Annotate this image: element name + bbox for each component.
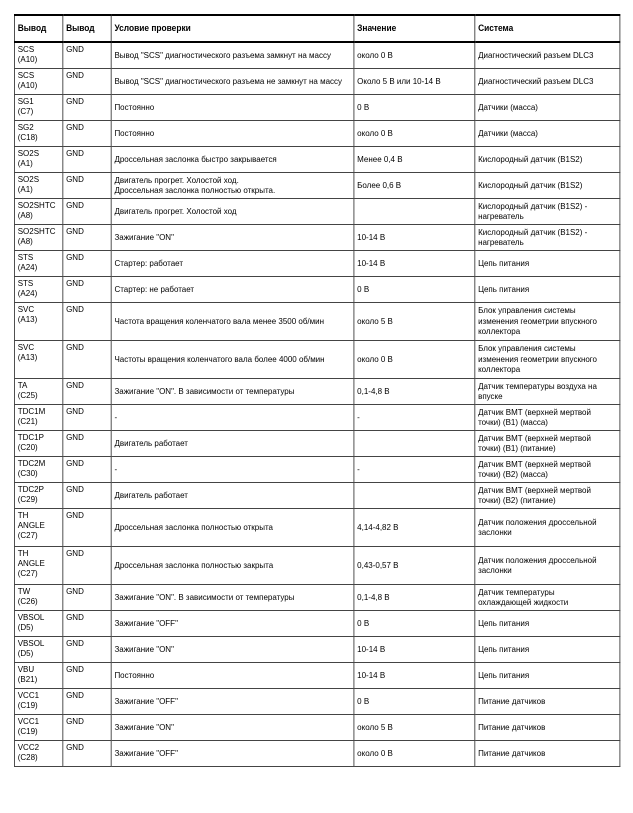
header-row — [14, 15, 619, 42]
value-cell: - — [354, 456, 475, 482]
condition-cell: Частоты вращения коленчатого вала более 4000 об/мин — [111, 340, 354, 378]
condition-cell: Зажигание "ON". В зависимости от температуры — [111, 584, 354, 610]
value-cell: около 0 В — [354, 340, 475, 378]
table-row — [14, 146, 619, 172]
system-cell: Питание датчиков — [475, 740, 620, 766]
ground-cell: GND — [63, 120, 111, 146]
system-cell: Датчик положения дроссельной заслонки — [475, 546, 620, 584]
ground-cell: GND — [63, 662, 111, 688]
header-pin: Вывод — [14, 15, 62, 42]
system-cell: Датчик температуры охлаждающей жидкости — [475, 584, 620, 610]
table-body — [14, 42, 619, 766]
pin-cell: VBSOL (D5) — [14, 636, 62, 662]
table-row — [14, 714, 619, 740]
header-condition: Условие проверки — [111, 15, 354, 42]
table-row — [14, 430, 619, 456]
system-cell: Цепь питания — [475, 610, 620, 636]
pin-cell: TA (C25) — [14, 378, 62, 404]
condition-cell: Дроссельная заслонка полностью открыта — [111, 508, 354, 546]
value-cell: Менее 0,4 В — [354, 146, 475, 172]
value-cell: 10-14 В — [354, 224, 475, 250]
pin-cell: SO2SHTC (A8) — [14, 224, 62, 250]
system-cell: Диагностический разъем DLC3 — [475, 42, 620, 68]
ground-cell: GND — [63, 714, 111, 740]
pin-cell: VCC1 (C19) — [14, 714, 62, 740]
condition-cell: Стартер: работает — [111, 250, 354, 276]
ground-cell: GND — [63, 546, 111, 584]
value-cell: Более 0,6 В — [354, 172, 475, 198]
ground-cell: GND — [63, 482, 111, 508]
header-ground: Вывод — [63, 15, 111, 42]
ground-cell: GND — [63, 68, 111, 94]
pin-cell: SG1 (C7) — [14, 94, 62, 120]
pin-cell: SO2SHTC (A8) — [14, 198, 62, 224]
system-cell: Датчик температуры воздуха на впуске — [475, 378, 620, 404]
table-row — [14, 662, 619, 688]
pin-cell: STS (A24) — [14, 250, 62, 276]
system-cell: Блок управления системы изменения геометрии впускного коллектора — [475, 302, 620, 340]
pin-cell: TH ANGLE (C27) — [14, 546, 62, 584]
system-cell: Кислородный датчик (B1S2) - нагреватель — [475, 198, 620, 224]
table-row — [14, 404, 619, 430]
condition-cell: Двигатель прогрет. Холостой ход. Дроссельная заслонка полностью открыта. — [111, 172, 354, 198]
table-row — [14, 198, 619, 224]
ground-cell: GND — [63, 172, 111, 198]
pin-cell: TDC2M (C30) — [14, 456, 62, 482]
system-cell: Датчик ВМТ (верхней мертвой точки) (B2) (масса) — [475, 456, 620, 482]
table-row — [14, 610, 619, 636]
pin-cell: VCC2 (C28) — [14, 740, 62, 766]
table-row — [14, 456, 619, 482]
condition-cell: Зажигание "ON" — [111, 224, 354, 250]
condition-cell: Частота вращения коленчатого вала менее 3500 об/мин — [111, 302, 354, 340]
pin-cell: TDC2P (C29) — [14, 482, 62, 508]
system-cell: Датчик ВМТ (верхней мертвой точки) (B1) (масса) — [475, 404, 620, 430]
table-row — [14, 42, 619, 68]
system-cell: Питание датчиков — [475, 714, 620, 740]
table-row — [14, 378, 619, 404]
pin-cell: SO2S (A1) — [14, 146, 62, 172]
ground-cell: GND — [63, 636, 111, 662]
system-cell: Кислородный датчик (B1S2) — [475, 172, 620, 198]
condition-cell: Вывод "SCS" диагностического разъема не замкнут на массу — [111, 68, 354, 94]
value-cell — [354, 430, 475, 456]
ground-cell: GND — [63, 430, 111, 456]
condition-cell: Постоянно — [111, 94, 354, 120]
pin-cell: SCS (A10) — [14, 68, 62, 94]
condition-cell: Зажигание "ON" — [111, 636, 354, 662]
table-row — [14, 340, 619, 378]
value-cell: Около 5 В или 10-14 В — [354, 68, 475, 94]
header-system: Система — [475, 15, 620, 42]
value-cell: 0,43-0,57 В — [354, 546, 475, 584]
value-cell: около 5 В — [354, 302, 475, 340]
ground-cell: GND — [63, 94, 111, 120]
pin-cell: SCS (A10) — [14, 42, 62, 68]
system-cell: Диагностический разъем DLC3 — [475, 68, 620, 94]
pin-cell: STS (A24) — [14, 276, 62, 302]
ground-cell: GND — [63, 42, 111, 68]
header-value: Значение — [354, 15, 475, 42]
ground-cell: GND — [63, 456, 111, 482]
value-cell: около 0 В — [354, 740, 475, 766]
system-cell: Кислородный датчик (B1S2) - нагреватель — [475, 224, 620, 250]
pin-cell: TDC1M (C21) — [14, 404, 62, 430]
ground-cell: GND — [63, 302, 111, 340]
value-cell: 0,1-4,8 В — [354, 584, 475, 610]
ground-cell: GND — [63, 198, 111, 224]
value-cell: - — [354, 404, 475, 430]
value-cell: 0 В — [354, 688, 475, 714]
value-cell: 0,1-4,8 В — [354, 378, 475, 404]
system-cell: Кислородный датчик (B1S2) — [475, 146, 620, 172]
ground-cell: GND — [63, 378, 111, 404]
system-cell: Датчик ВМТ (верхней мертвой точки) (B2) (питание) — [475, 482, 620, 508]
table-row — [14, 584, 619, 610]
value-cell: 4,14-4,82 В — [354, 508, 475, 546]
ground-cell: GND — [63, 340, 111, 378]
system-cell: Датчик ВМТ (верхней мертвой точки) (B1) (питание) — [475, 430, 620, 456]
pin-cell: VBU (B21) — [14, 662, 62, 688]
system-cell: Блок управления системы изменения геометрии впускного коллектора — [475, 340, 620, 378]
pin-cell: SO2S (A1) — [14, 172, 62, 198]
condition-cell: Зажигание "OFF" — [111, 688, 354, 714]
condition-cell: - — [111, 404, 354, 430]
table-row — [14, 740, 619, 766]
value-cell: 0 В — [354, 276, 475, 302]
pin-cell: TH ANGLE (C27) — [14, 508, 62, 546]
condition-cell: Дроссельная заслонка полностью закрыта — [111, 546, 354, 584]
pin-cell: TW (C26) — [14, 584, 62, 610]
condition-cell: Вывод "SCS" диагностического разъема замкнут на массу — [111, 42, 354, 68]
value-cell: около 0 В — [354, 42, 475, 68]
system-cell: Цепь питания — [475, 662, 620, 688]
condition-cell: Двигатель прогрет. Холостой ход — [111, 198, 354, 224]
ground-cell: GND — [63, 404, 111, 430]
pin-cell: VBSOL (D5) — [14, 610, 62, 636]
condition-cell: Зажигание "OFF" — [111, 740, 354, 766]
ground-cell: GND — [63, 584, 111, 610]
pin-cell: SVC (A13) — [14, 340, 62, 378]
condition-cell: Зажигание "OFF" — [111, 610, 354, 636]
system-cell: Цепь питания — [475, 276, 620, 302]
ground-cell: GND — [63, 610, 111, 636]
table-row — [14, 120, 619, 146]
value-cell: 10-14 В — [354, 636, 475, 662]
pin-table-sheet — [14, 14, 620, 767]
condition-cell: Постоянно — [111, 662, 354, 688]
system-cell: Цепь питания — [475, 636, 620, 662]
pin-check-table — [14, 14, 620, 767]
table-row — [14, 224, 619, 250]
condition-cell: Дроссельная заслонка быстро закрывается — [111, 146, 354, 172]
ground-cell: GND — [63, 250, 111, 276]
table-row — [14, 636, 619, 662]
value-cell: около 0 В — [354, 120, 475, 146]
pin-cell: TDC1P (C20) — [14, 430, 62, 456]
condition-cell: Зажигание "ON" — [111, 714, 354, 740]
ground-cell: GND — [63, 508, 111, 546]
value-cell: 0 В — [354, 94, 475, 120]
ground-cell: GND — [63, 224, 111, 250]
pin-cell: VCC1 (C19) — [14, 688, 62, 714]
table-row — [14, 546, 619, 584]
table-row — [14, 94, 619, 120]
system-cell: Датчики (масса) — [475, 120, 620, 146]
table-row — [14, 172, 619, 198]
table-row — [14, 482, 619, 508]
table-row — [14, 302, 619, 340]
pin-cell: SVC (A13) — [14, 302, 62, 340]
condition-cell: - — [111, 456, 354, 482]
condition-cell: Двигатель работает — [111, 430, 354, 456]
pin-cell: SG2 (C18) — [14, 120, 62, 146]
value-cell: около 5 В — [354, 714, 475, 740]
ground-cell: GND — [63, 740, 111, 766]
ground-cell: GND — [63, 146, 111, 172]
value-cell — [354, 198, 475, 224]
condition-cell: Стартер: не работает — [111, 276, 354, 302]
system-cell: Цепь питания — [475, 250, 620, 276]
system-cell: Датчики (масса) — [475, 94, 620, 120]
value-cell: 10-14 В — [354, 662, 475, 688]
condition-cell: Зажигание "ON". В зависимости от температуры — [111, 378, 354, 404]
system-cell: Питание датчиков — [475, 688, 620, 714]
table-row — [14, 688, 619, 714]
condition-cell: Двигатель работает — [111, 482, 354, 508]
value-cell: 0 В — [354, 610, 475, 636]
table-row — [14, 250, 619, 276]
table-row — [14, 68, 619, 94]
table-row — [14, 276, 619, 302]
table-header — [14, 15, 619, 42]
condition-cell: Постоянно — [111, 120, 354, 146]
ground-cell: GND — [63, 276, 111, 302]
value-cell — [354, 482, 475, 508]
value-cell: 10-14 В — [354, 250, 475, 276]
table-row — [14, 508, 619, 546]
ground-cell: GND — [63, 688, 111, 714]
system-cell: Датчик положения дроссельной заслонки — [475, 508, 620, 546]
